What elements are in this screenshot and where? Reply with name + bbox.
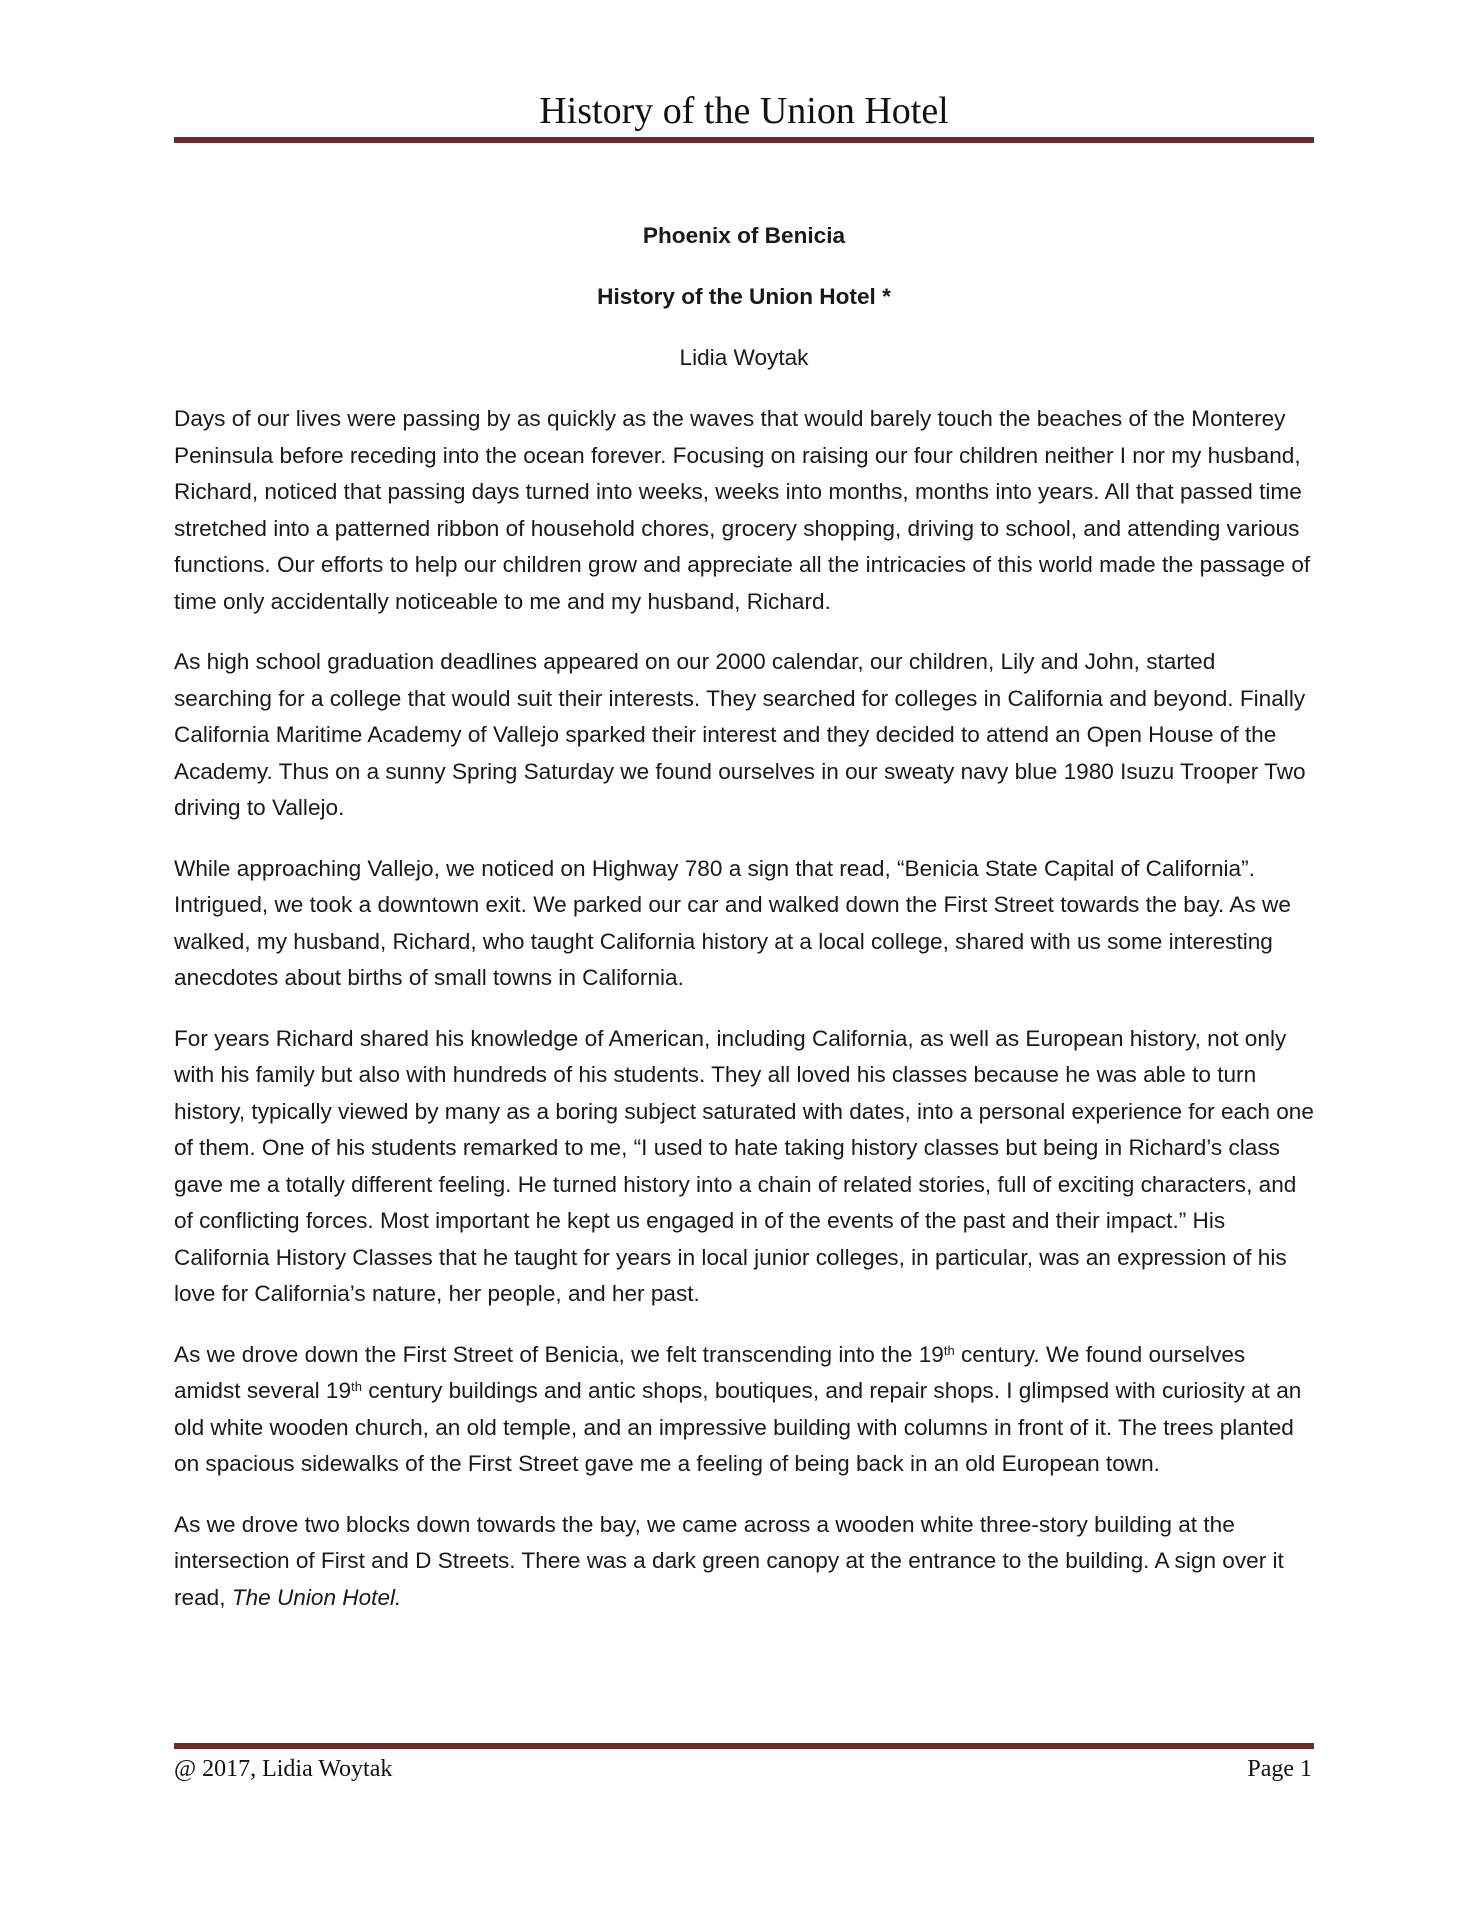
footer-page-number: Page 1 <box>1247 1756 1312 1782</box>
ordinal-suffix: th <box>351 1379 362 1394</box>
footer-rule <box>174 1743 1314 1749</box>
paragraph-5-part-a: As we drove down the First Street of Benicia, we felt transcending into the 19 <box>174 1341 944 1367</box>
paragraph-2: As high school graduation deadlines appeared on our 2000 calendar, our children, Lily and John, started searching for a college that would suit their interests. They searched for colleges in California and beyond. Finally California Maritime Academy of Vallejo sparked their interest and they decided to attend an Open House of the Academy. Thus on a sunny Spring Saturday we found ourselves in our sweaty navy blue 1980 Isuzu Trooper Two driving to Vallejo. <box>174 649 1306 820</box>
paragraph-5 <box>174 1337 1314 1483</box>
footer-copyright: @ 2017, Lidia Woytak <box>174 1756 393 1782</box>
article-heading: Phoenix of Benicia <box>642 223 846 248</box>
paragraph-1: Days of our lives were passing by as quickly as the waves that would barely touch the beaches of the Monterey Peninsula before receding into the ocean forever. Focusing on raising our four children neither I nor my husband, Richard, noticed that passing days turned into weeks, weeks into months, months into years. All that passed time stretched into a patterned ribbon of household chores, grocery shopping, driving to school, and attending various functions. Our efforts to help our children grow and appreciate all the intricacies of this world made the passage of time only accidentally noticeable to me and my husband, Richard. <box>174 406 1311 614</box>
paragraph-5-part-c: century buildings and antic shops, boutiques, and repair shops. I glimpsed with curiosity at an old white wooden church, an old temple, and an impressive building with columns in front of it. The trees planted on spacious sidewalks of the First Street gave me a feeling of being back in an old European town. <box>174 1378 1302 1476</box>
paragraph-6-part-a: As we drove two blocks down towards the bay, we came across a wooden white three-story building at the intersection of First and D Streets. There was a dark green canopy at the entrance to the building. A sign over it read, <box>174 1511 1284 1610</box>
article-body <box>174 218 1314 1640</box>
paragraph-3: While approaching Vallejo, we noticed on Highway 780 a sign that read, “Benicia State Capital of California”. Intrigued, we took a downtown exit. We parked our car and walked down the First Street towards the bay. As we walked, my husband, Richard, who taught California history at a local college, shared with us some interesting anecdotes about births of small towns in California. <box>174 855 1291 990</box>
running-header-title: History of the Union Hotel <box>539 90 949 132</box>
header-rule <box>174 137 1314 143</box>
article-author: Lidia Woytak <box>679 345 809 370</box>
paragraph-4: For years Richard shared his knowledge of American, including California, as well as European history, not only with his family but also with hundreds of his students. They all loved his classes because he was able to turn history, typically viewed by many as a boring subject saturated with dates, into a personal experience for each one of them. One of his students remarked to me, “I used to hate taking history classes but being in Richard’s class gave me a totally different feeling. He turned history into a chain of related stories, full of exciting characters, and of conflicting forces. Most important he kept us engaged in of the events of the past and their impact.” His California History Classes that he taught for years in local junior colleges, in particular, was an expression of his love for California’s nature, her people, and her past. <box>174 1025 1314 1306</box>
hotel-name-italic: The Union Hotel. <box>231 1584 402 1610</box>
article-subheading: History of the Union Hotel * <box>597 284 891 309</box>
document-page <box>174 0 1314 1920</box>
paragraph-5-part-b: century. We found ourselves amidst several 19 <box>174 1341 1246 1403</box>
ordinal-suffix: th <box>943 1342 955 1358</box>
paragraph-6 <box>174 1507 1314 1617</box>
